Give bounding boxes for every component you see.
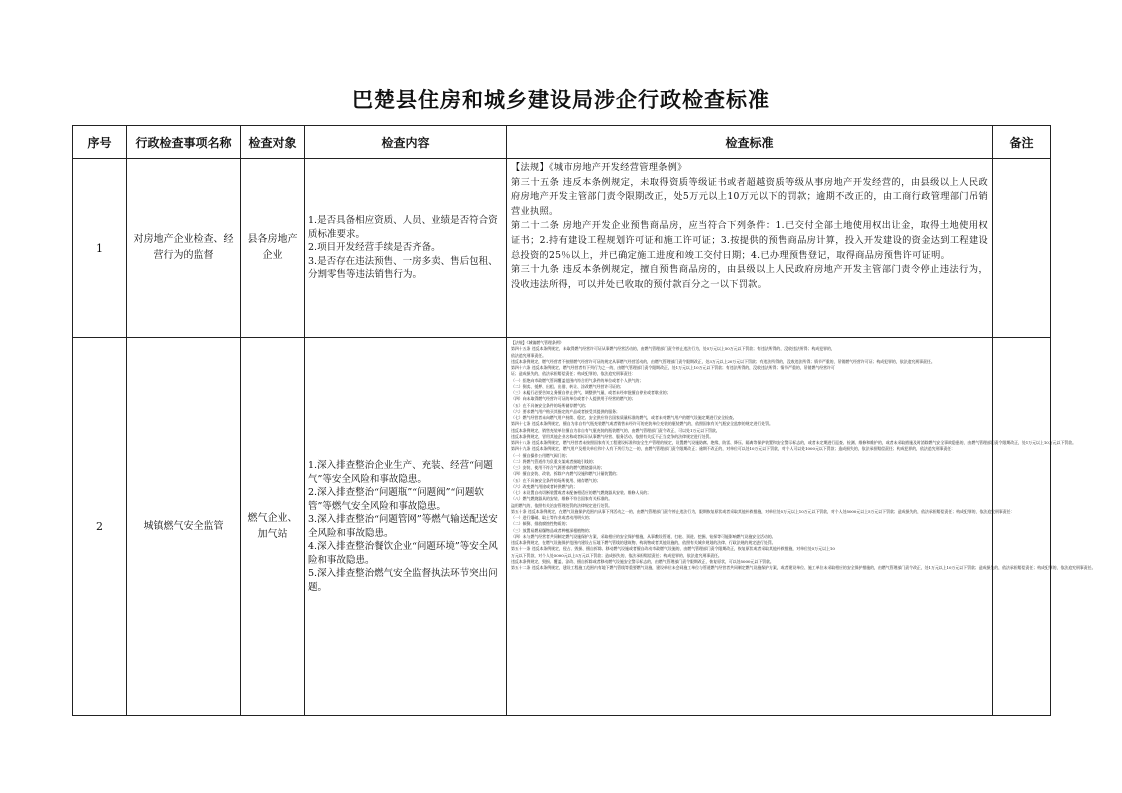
header-seq: 序号: [73, 126, 127, 159]
standard-line: 第四十八条 违反本条例规定，燃气经营者未按照国家有关工程建设标准和安全生产管理的规定，设置燃气设施防腐、绝缘、防雷、降压、隔离等保护装置和安全警示标志的，或者未定期进行巡查、检测、维修和维护的，或者未采取措施及时消除燃气安全事故隐患的，由燃气管理部门责令限期改正，处1万元以上10万元以下罚款。: [511, 440, 1077, 445]
header-content: 检查内容: [305, 126, 507, 159]
standard-line: 违反本条例规定，毁损、覆盖、涂改、擅自拆除或者移动燃气设施安全警示标志的，由燃气管理部门责令限期改正，恢复原状，可以处5000元以下罚款。: [511, 558, 774, 564]
standard-line: 盗用燃气的，依照有关治安管理处罚的法律规定进行处罚。: [511, 502, 613, 508]
header-object: 检查对象: [241, 126, 305, 159]
standard-line: （四）向未取得燃气经营许可证的单位或者个人提供用于经营的燃气的；: [511, 396, 636, 402]
row-standard: [507, 159, 993, 338]
standard-line: 第五十一条 违反本条例规定，侵占、毁损、擅自拆除、移动燃气设施或者擅自改动市政燃气设施的，由燃气管理部门责令限期改正，恢复原状或者采取其他补救措施，对单位处5万元以上10: [511, 546, 835, 552]
standard-line: （五）在不具备安全条件的场所使用、储存燃气的；: [511, 477, 601, 483]
content-line: 4.深入排查整治餐饮企业“问题环境”等安全风险和事故隐患。: [308, 541, 498, 566]
standard-line: （七）未设置自动切断装置或者未配备相适应的燃气燃烧器具安装、维修人员的；: [511, 490, 652, 495]
header-item-name: 行政检查事项名称: [127, 126, 241, 159]
standard-line: （一）擅自操作公用燃气阀门的；: [511, 452, 570, 458]
content-line: 2.项目开发经营手续是否齐备。: [308, 242, 441, 254]
standard-line: （三）未履行必要告知义务擅自停止供气、调整供气量，或者未经审批擅自停业或者歇业的；: [511, 390, 671, 395]
content-line: 3.是否存在违法预售、一房多卖、售后包租、分割零售等违法销售行为。: [308, 255, 498, 281]
standard-line: （六）改变燃气用途或者转供燃气的；: [511, 483, 578, 489]
standard-line: 第四十六条 违反本条例规定，燃气经营者有下列行为之一的，由燃气管理部门责令限期改正，处1万元以上10万元以下罚款；有违法所得的，没收违法所得；情节严重的，吊销燃气经营许可: [511, 365, 835, 370]
standard-line: 【法规】《城镇燃气管理条例》: [511, 340, 564, 345]
standard-line: （四）未与燃气经营者共同制定燃气设施保护方案，采取相应的安全保护措施，从事敷设管道、打桩、顶进、挖掘、钻探等可能影响燃气设施安全活动的。: [511, 533, 776, 539]
standard-line: 违反本条例规定，冒用其他企业名称或者标识从事燃气经营、服务活动，依照有关反不正当竞争的法律规定进行处罚。: [511, 433, 714, 439]
inspection-standards-table: [72, 125, 1096, 716]
content-line: 5.深入排查整治燃气安全监督执法环节突出问题。: [308, 568, 498, 593]
row-content: [305, 159, 507, 338]
row-item-name: 城镇燃气安全监管: [127, 338, 241, 716]
standard-line: 违反本条例规定，燃气经营者不按照燃气经营许可证的规定从事燃气经营活动的，由燃气管理部门责令限期改正，处3万元以上20万元以下罚款；有违法所得的，没收违法所得；情节严重的，吊销燃气经营许可证；构成犯罪的，依法追究刑事责任。: [511, 358, 935, 364]
standard-line: （二）将燃气管道作为负重支架或者接地引线的；: [511, 458, 597, 464]
header-remark: 备注: [993, 126, 1051, 159]
row-remark: [993, 338, 1051, 716]
row-remark: [993, 159, 1051, 338]
standard-line: （七）燃气经营者未向燃气用户持续、稳定、安全供应符合国家质量标准的燃气，或者未对燃气用户的燃气设施定期进行安全检查。: [511, 415, 737, 420]
standard-line: （六）要求燃气用户购买其指定的产品或者接受其提供的服务；: [511, 408, 620, 414]
row-content: [305, 338, 507, 716]
standard-line: 第四十五条 违反本条例规定，未取得燃气经营许可证从事燃气经营活动的，由燃气管理部门责令停止违法行为，处5万元以上50万元以下罚款；有违法所得的，没收违法所得；构成犯罪的，: [511, 346, 835, 352]
standard-small-text: [511, 340, 1096, 571]
standard-paragraph: 第三十九条 违反本条例规定，擅自预售商品房的，由县级以上人民政府房地产开发主管部门责令停止违法行为，没收违法所得，可以并处已收取的预付款百分之一以下罚款。: [511, 264, 988, 290]
standard-line: 第五十二条 违反本条例规定，建设工程施工范围内有地下燃气管线等重要燃气设施，建设单位未会同施工单位与管道燃气经营者共同制定燃气设施保护方案，或者建设单位、施工单位未采取相应的安全保护措施的，由燃气管理部门责令改正，处1万元以上10万元以下罚款；造成损失的，依法承担赔偿责任；构成犯罪的，依法追究刑事责任。: [511, 565, 1096, 570]
row-seq: 1: [73, 159, 127, 338]
table-row: [73, 159, 1051, 338]
content-line: 2.深入排查整治“问题瓶”“问题阀”“问题软管”等燃气安全风险和事故隐患。: [308, 487, 484, 512]
standard-line: 依法追究刑事责任。: [511, 352, 547, 358]
standard-line: （三）放置易燃易爆物品或者种植深根植物的；: [511, 527, 593, 533]
standard-line: 第四十七条 违反本条例规定，擅自为非自有气瓶充装燃气或者销售未经许可的充装单位充装的瓶装燃气的，依照国家有关气瓶安全监察的规定进行处罚。: [511, 421, 773, 427]
content-line: 3.深入排查整治“问题管网”等燃气输送配送安全风险和事故隐患。: [308, 514, 498, 539]
content-line: 1.是否具备相应资质、人员、业绩是否符合资质标准要求。: [308, 215, 498, 240]
standard-line: 证；造成损失的，依法承担赔偿责任；构成犯罪的，依法追究刑事责任：: [511, 371, 636, 377]
standard-line: （五）在不具备安全条件的场所储存燃气的；: [511, 402, 589, 408]
document-title: 巴楚县住房和城乡建设局涉企行政检查标准: [352, 87, 770, 112]
standard-line: （一）拒绝向市政燃气管网覆盖范围内符合用气条件的单位或者个人供气的；: [511, 377, 644, 383]
row-object: 燃气企业、加气站: [241, 338, 305, 716]
standard-line: 违反本条例规定，销售充装单位擅自为非自有气瓶充装的瓶装燃气的，由燃气管理部门责令改正，可以处1万元以下罚款。: [511, 427, 720, 433]
standard-line: （四）擅自安装、改装、拆除户内燃气设施和燃气计量装置的；: [511, 471, 620, 477]
standard-paragraph: 第二十二条 房地产开发企业预售商品房，应当符合下列条件：1.已交付全部土地使用权出让金，取得土地使用权证书；2.持有建设工程规划许可证和施工许可证；3.按提供的预售商品房计算，投入开发建设的资金达到工程建设总投资的25％以上，并已确定施工进度和竣工交付日期；4.已办理预售登记，取得商品房预售许可证明。: [511, 220, 988, 261]
standard-line: （二）倒卖、抵押、出租、出借、转让、涂改燃气经营许可证的；: [511, 383, 624, 389]
standard-line: （二）倾倒、排放腐蚀性物质的；: [511, 521, 570, 527]
standard-line: 第五十条 违反本条例规定，在燃气设施保护范围内从事下列活动之一的，由燃气管理部门责令停止违法行为，限期恢复原状或者采取其他补救措施，对单位处5万元以上10万元以下罚款，对个人处5000元以上5万元以下罚款；造成损失的，依法承担赔偿责任；构成犯罪的，依法追究刑事责任：: [511, 508, 1015, 514]
standard-line: 违反本条例规定，在燃气设施保护范围内建设占压地下燃气管线的建筑物、构筑物或者其他设施的，依照有关城乡规划的法律、行政法规的规定进行处罚。: [511, 540, 776, 545]
row-standard: [507, 338, 1096, 716]
row-seq: 2: [73, 338, 127, 716]
row-object: 县各房地产企业: [241, 159, 305, 338]
standard-line: （三）安装、使用不符合气源要求的燃气燃烧器具的；: [511, 465, 605, 470]
table-row: [73, 338, 1051, 716]
standard-line: 万元以下罚款，对个人处5000元以上5万元以下罚款；造成损失的，依法承担赔偿责任；构成犯罪的，依法追究刑事责任。: [511, 552, 722, 558]
standard-line: （八）燃气燃烧器具的安装、维修不符合国家有关标准的。: [511, 496, 613, 502]
table-header-row: [73, 126, 1051, 159]
row-item-name: 对房地产企业检查、经营行为的监督: [127, 159, 241, 338]
standard-line: （一）进行爆破、取土等作业或者动用明火的；: [511, 515, 593, 520]
header-standard: 检查标准: [507, 126, 993, 159]
content-line: 1.深入排查整治企业生产、充装、经营“问题气”等安全风险和事故隐患。: [308, 460, 493, 485]
standard-paragraph: 第三十五条 违反本条例规定，未取得资质等级证书或者超越资质等级从事房地产开发经营的，由县级以上人民政府房地产开发主管部门责令限期改正，处5万元以上10万元以下的罚款；逾期不改正的，由工商行政管理部门吊销营业执照。: [511, 176, 988, 217]
standard-paragraph: 【法规】《城市房地产开发经营管理条例》: [511, 162, 687, 173]
standard-line: 第四十九条 违反本条例规定，燃气用户及相关单位和个人有下列行为之一的，由燃气管理部门责令限期改正；逾期不改正的，对单位可以处10万元以下罚款，对个人可以处1000元以下罚款；造成损失的，依法承担赔偿责任；构成犯罪的，依法追究刑事责任：: [511, 446, 956, 452]
